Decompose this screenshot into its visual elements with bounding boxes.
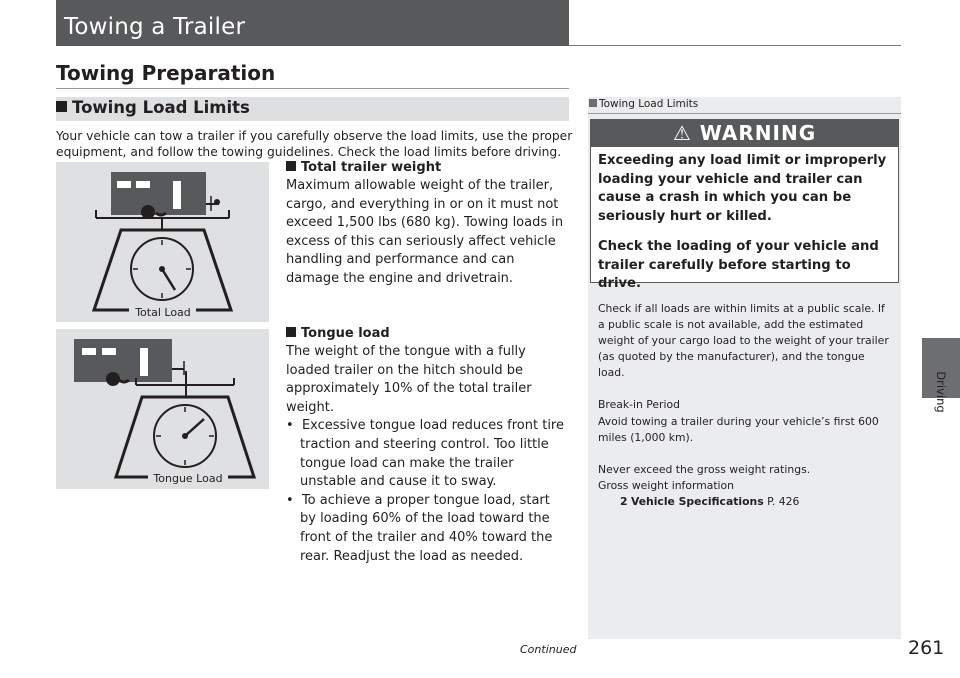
warning-paragraph: Exceeding any load limit or improperly loading your vehicle and trailer can cause a crash in which you can be seriously hurt or killed. <box>598 153 887 224</box>
total-weight-heading <box>286 160 441 175</box>
tongue-load-label: Tongue Load <box>153 472 223 485</box>
subsection-title: Towing Load Limits <box>72 98 250 117</box>
sidebar-heading <box>589 98 698 110</box>
square-bullet-icon <box>286 161 296 171</box>
bullet-text: Excessive tongue load reduces front tire traction and steering control. Too little tongue load can make the trailer unstable and cause it to sway. <box>300 418 564 490</box>
list-item: • To achieve a proper tongue load, start by loading 60% of the load toward the front of the trailer and 40% toward the rear. Readjust the load as needed. <box>286 492 553 564</box>
cross-reference <box>598 494 894 510</box>
warning-title <box>591 121 898 145</box>
warning-paragraph: Check the loading of your vehicle and trailer carefully before starting to drive. <box>598 239 879 291</box>
section-rule <box>56 88 569 89</box>
scale-note: Check if all loads are within limits at a public scale. If a public scale is not available, add the estimated weight of your cargo load to the weight of your trailer (as quoted by the manufacturer), and the tongue load. <box>598 302 889 380</box>
total-load-label: Total Load <box>135 306 191 319</box>
scale-trailer-icon <box>56 162 269 322</box>
subsection-heading <box>56 98 250 117</box>
warning-body <box>598 152 894 294</box>
tongue-load-text: The weight of the tongue with a fully loaded trailer on the hitch should be approximately 10% of the total trailer weight. <box>286 344 532 415</box>
page-number: 261 <box>908 637 945 659</box>
breakin-text: Avoid towing a trailer during your vehicle’s first 600 miles (1,000 km). <box>598 414 879 444</box>
reference-arrow-icon: 2 <box>620 494 628 508</box>
intro-paragraph: Your vehicle can tow a trailer if you carefully observe the load limits, use the proper equipment, and follow the towing guidelines. Check the load limits before driving. <box>56 129 573 159</box>
tongue-scale-icon <box>56 329 269 489</box>
continued-label: Continued <box>520 643 577 656</box>
total-weight-text: Maximum allowable weight of the trailer, cargo, and everything in or on it must not exceed 1,500 lbs (680 kg). Towing loads in excess of this can seriously affect vehicle handling and performance and can damage the engine and drivetrain. <box>286 178 564 286</box>
list-item: • Excessive tongue load reduces front tire traction and steering control. Too little tongue load can make the trailer unstable and cause it to sway. <box>286 418 564 490</box>
square-bullet-icon <box>286 327 296 337</box>
section-title: Towing Preparation <box>56 61 276 85</box>
reference-link[interactable]: Vehicle Specifications <box>630 494 764 508</box>
gross-note: Never exceed the gross weight ratings. <box>598 462 811 476</box>
header-rule <box>569 45 901 46</box>
warning-triangle-icon: ⚠ <box>672 121 692 145</box>
tongue-load-title: Tongue load <box>301 326 390 341</box>
square-bullet-icon <box>56 101 67 112</box>
chapter-title: Towing a Trailer <box>64 14 246 40</box>
tongue-load-heading <box>286 326 390 341</box>
tongue-load-body <box>286 343 568 566</box>
total-weight-title: Total trailer weight <box>301 160 442 175</box>
note-marker-icon <box>589 99 597 107</box>
bullet-text: To achieve a proper tongue load, start by loading 60% of the load toward the front of the trailer and 40% toward the rear. Readjust the load as needed. <box>300 492 553 564</box>
sidebar-heading-text: Towing Load Limits <box>599 98 699 110</box>
chapter-tab-label: Driving <box>934 371 948 413</box>
reference-page: P. 426 <box>767 494 800 508</box>
breakin-title: Break-in Period <box>598 398 680 412</box>
sidebar-notes <box>598 301 894 510</box>
warning-title-text: WARNING <box>699 121 817 145</box>
sidebar-rule <box>588 113 901 114</box>
total-load-illustration <box>56 162 269 322</box>
gross-info: Gross weight information <box>598 478 735 492</box>
tongue-load-illustration <box>56 329 269 489</box>
